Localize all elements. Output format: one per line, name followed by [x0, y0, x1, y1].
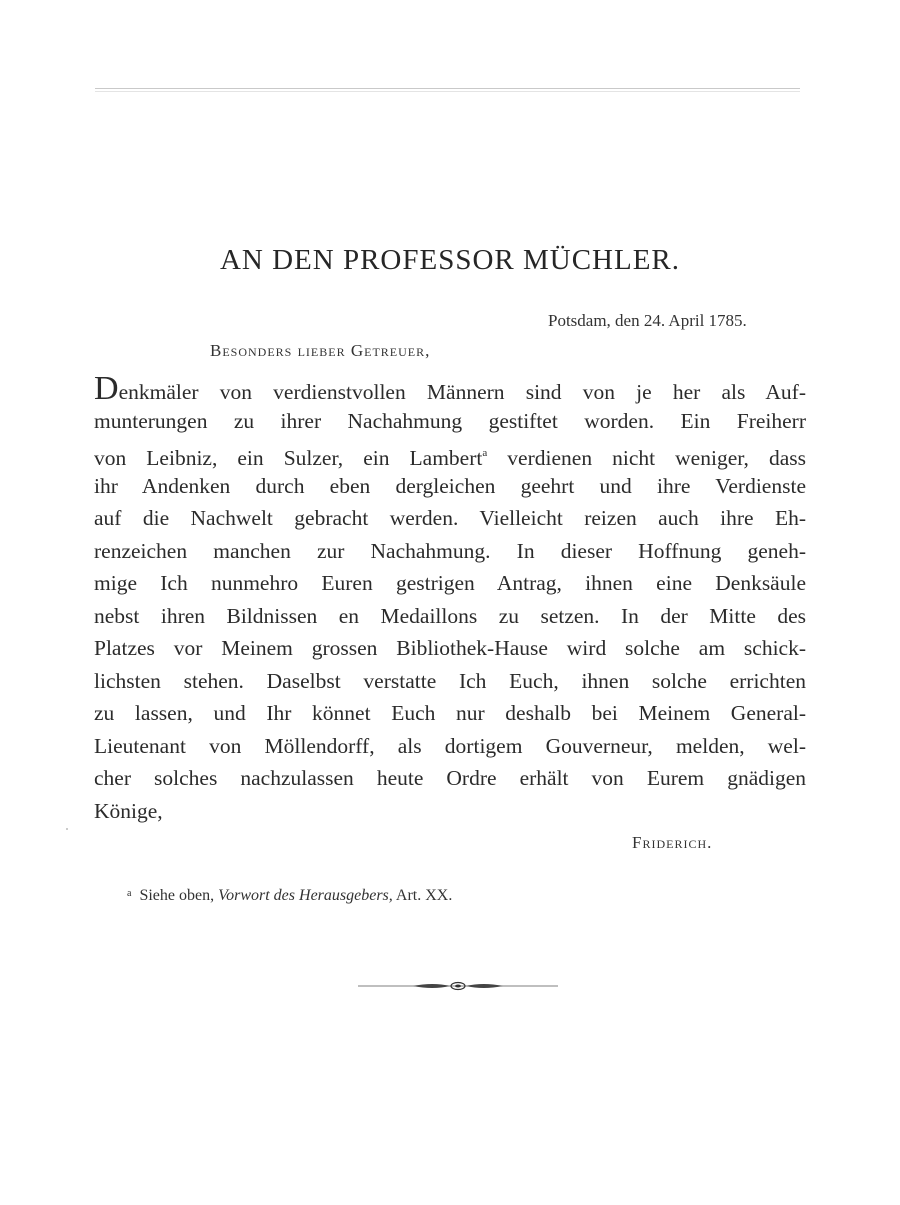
body-line: nebst ihren Bildnissen en Medaillons zu setzen. In der Mitte des — [94, 603, 806, 628]
paper-speck — [66, 828, 68, 830]
body-line: cher solches nachzulassen heute Ordre erhält von Eurem gnädigen — [94, 766, 806, 790]
ornament-divider — [358, 978, 558, 994]
drop-cap: D — [94, 370, 119, 407]
signature: Friderich. — [632, 833, 713, 852]
footnote-mark: a — [127, 888, 132, 899]
footnote-reference: a — [482, 447, 488, 459]
body-line: Könige, — [94, 798, 163, 823]
footnote — [127, 887, 452, 905]
letter-body — [94, 372, 806, 827]
body-line: renzeichen manchen zur Nachahmung. In dieser Hoffnung geneh- — [94, 538, 806, 563]
body-line: auf die Nachwelt gebracht werden. Vielleicht reizen auch ihre Eh- — [94, 506, 806, 530]
body-line-text: von Leibniz, ein Sulzer, ein Lambert — [94, 446, 483, 470]
body-line: munterungen zu ihrer Nachahmung gestiftet worden. Ein Freiherr — [94, 408, 806, 433]
body-line — [94, 437, 806, 470]
dateline: Potsdam, den 24. April 1785. — [548, 311, 747, 330]
body-line: lichsten stehen. Daselbst verstatte Ich Euch, ihnen solche errichten — [94, 668, 806, 693]
body-line-text: enkmäler von verdienstvollen Männern sind von je her als Auf- — [118, 380, 806, 404]
salutation: Besonders lieber Getreuer, — [210, 341, 431, 360]
body-line: mige Ich nunmehro Euren gestrigen Antrag, ihnen eine Denksäule — [94, 571, 806, 595]
body-line: Platzes vor Meinem grossen Bibliothek-Hause wird solche am schick- — [94, 636, 806, 660]
top-rule — [95, 88, 800, 89]
body-line: ihr Andenken durch eben dergleichen geehrt und ihre Verdienste — [94, 473, 806, 498]
body-line: zu lassen, und Ihr könnet Euch nur deshalb bei Meinem General- — [94, 701, 806, 725]
letter-title: AN DEN PROFESSOR MÜCHLER. — [219, 244, 681, 276]
body-line — [94, 372, 806, 405]
footnote-text: Siehe oben, — [139, 887, 219, 904]
body-line-text: verdienen nicht weniger, dass — [487, 446, 806, 470]
footnote-italic-text: Vorwort des Herausgebers, — [218, 887, 393, 904]
body-line: Lieutenant von Möllendorff, als dortigem Gouverneur, melden, wel- — [94, 733, 806, 758]
footnote-text-end: Art. XX. — [392, 887, 453, 904]
